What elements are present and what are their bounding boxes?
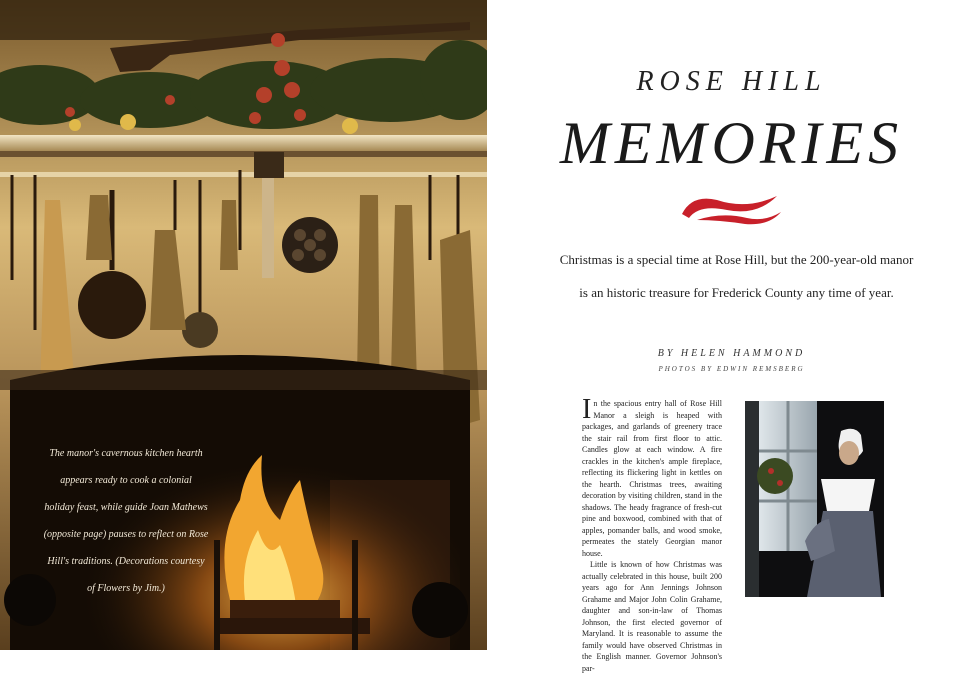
title-kicker: ROSE HILL	[636, 66, 827, 97]
flourish-ornament	[677, 186, 787, 228]
article-deck: Christmas is a special time at Rose Hill, but the 200-year-old manor is an historic treasure for Frederick County any time of year.	[559, 252, 914, 300]
caption-line: holiday feast, while guide Joan Mathews	[44, 502, 208, 513]
caption-line: of Flowers by Jim.)	[87, 583, 165, 594]
body-paragraph	[582, 394, 722, 559]
paragraph-text: n the spacious entry hall of Rose Hill Manor a sleigh is heaped with packages, and garlands of greenery trace the stair rail from first floor to attic. Candles glow at each window. A fire crackles in the kitchen's ample fireplace, reflecting its flickering light in kettles on the hearth. Christmas trees, awaiting decoration by visiting children, stand in the shadows. The heady fragrance of fresh-cut pine and boxwood, combined with that of apples, pomander balls, and wood smoke, permeates the stately Georgian manor house.	[582, 399, 722, 558]
photo-caption	[36, 440, 216, 602]
caption-line: The manor's cavernous kitchen hearth	[49, 448, 203, 459]
article-page	[487, 0, 976, 673]
guide-illustration	[745, 401, 884, 597]
body-paragraph: Little is known of how Christmas was actually celebrated in this house, built 200 years ago for Ann Jennings Johnson Grahame and Major John Colin Grahame, daughter and son-in-law of Thomas Johnson, the first elected governor of Maryland. It is reasonable to assume the family would have observed Christmas in the English manner. Governor Johnson's par-	[582, 560, 722, 673]
page-title: MEMORIES	[559, 110, 904, 176]
guide-photo	[745, 401, 884, 597]
caption-line: (opposite page) pauses to reflect on Rose	[43, 529, 209, 540]
article-body	[582, 394, 722, 674]
byline: BY HELEN HAMMOND	[657, 348, 806, 359]
photo-credit: PHOTOS BY EDWIN REMSBERG	[658, 365, 805, 373]
hearth-photo	[0, 0, 487, 650]
caption-line: Hill's traditions. (Decorations courtesy	[47, 556, 205, 567]
caption-line: appears ready to cook a colonial	[60, 475, 192, 486]
drop-cap: I	[582, 394, 592, 425]
